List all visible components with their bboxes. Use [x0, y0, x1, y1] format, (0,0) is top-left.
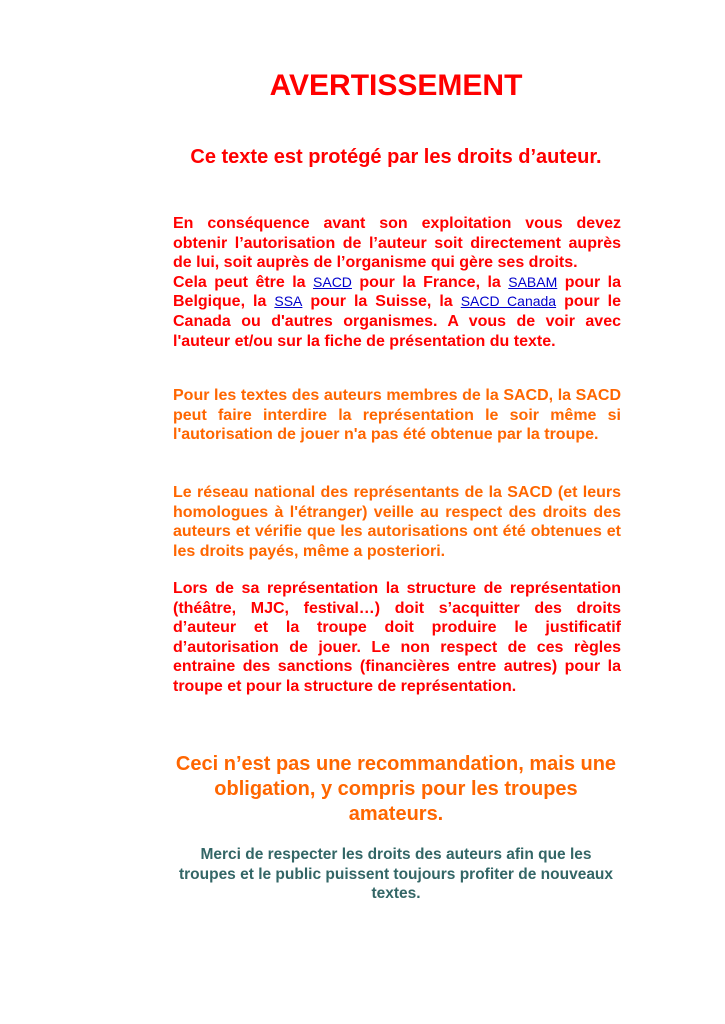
organisms-text-2: pour la France, la [351, 273, 509, 291]
organisms-text-3: pour la Belgique, la [173, 273, 622, 311]
sacd-link[interactable]: SACD [313, 273, 352, 290]
sacd-members-paragraph: Pour les textes des auteurs membres de la SACD, la SACD peut faire interdire la représentation le soir même si l'autorisation de jouer n'a pas été obtenue par la troupe. [173, 387, 621, 444]
authorization-text: En conséquence avant son exploitation vous devez obtenir l’autorisation de l’auteur soit directement auprès de lui, soit auprès de l’organisme qui gère ses droits. [173, 215, 621, 272]
copyright-subtitle: Ce texte est protégé par les droits d’auteur. [190, 146, 602, 168]
sabam-link[interactable]: SABAM [508, 273, 558, 290]
page-title: AVERTISSEMENT [269, 69, 523, 102]
ssa-link[interactable]: SSA [274, 293, 303, 310]
organisms-text-5: pour le Canada ou d'autres organismes. A vous de voir avec l'auteur et/ou sur la fiche de présentation du texte. [173, 293, 621, 350]
consequence-paragraph [173, 214, 621, 351]
sacd-network-paragraph: Le réseau national des représentants de la SACD (et leurs homologues à l'étranger) veille au respect des droits des auteurs et vérifie que les autorisations ont été obtenues et les droits payés, même a posteriori. [173, 484, 621, 560]
organisms-text-1: Cela peut être la [173, 273, 314, 291]
obligation-heading: Ceci n’est pas une recommandation, mais une obligation, y compris pour les troupes amateurs. [175, 753, 617, 825]
organisms-text-4: pour la Suisse, la [302, 293, 461, 311]
sacd-canada-link[interactable]: SACD Canada [460, 293, 557, 310]
representation-rules-paragraph: Lors de sa représentation la structure de représentation (théâtre, MJC, festival…) doit s’acquitter des droits d’auteur et la troupe doit produire le justificatif d’autorisation de jouer. Le non respect de ces règles entraine des sanctions (financières entre autres) pour la troupe et pour la structure de représentation. [173, 580, 621, 695]
thanks-paragraph: Merci de respecter les droits des auteurs afin que les troupes et le public puissent toujours profiter de nouveaux textes. [178, 846, 614, 902]
